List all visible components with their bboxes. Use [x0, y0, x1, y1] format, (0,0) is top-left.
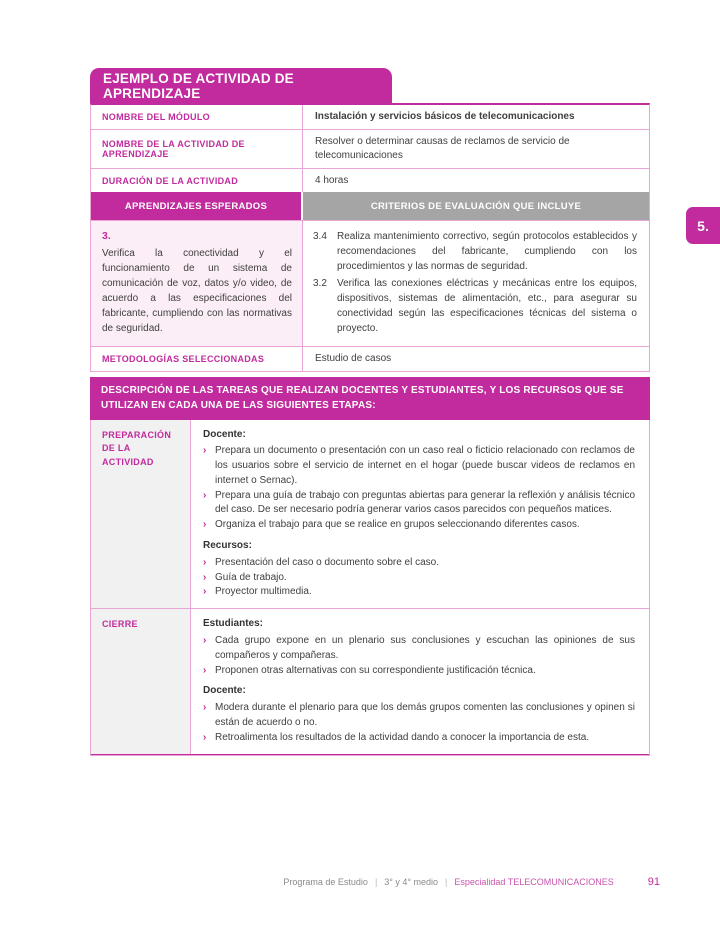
footer-separator: | — [374, 877, 378, 887]
criterion-number: 3.4 — [313, 231, 327, 242]
methodology-label: METODOLOGÍAS SELECCIONADAS — [91, 347, 303, 371]
bullet-item — [203, 518, 635, 533]
activity-info-table — [90, 103, 650, 372]
chapter-number: 5. — [697, 217, 709, 234]
activity-example-title: EJEMPLO DE ACTIVIDAD DE APRENDIZAJE — [103, 70, 294, 101]
stage-row — [91, 420, 649, 610]
criterion-item — [313, 229, 637, 274]
activity-example-header-tab — [90, 68, 392, 103]
tasks-description-band: DESCRIPCIÓN DE LAS TAREAS QUE REALIZAN DOCENTES Y ESTUDIANTES, Y LOS RECURSOS QUE SE UTILIZAN EN CADA UNA DE LAS SIGUIENTES ETAPAS: — [90, 377, 650, 420]
info-row-value: 4 horas — [315, 174, 349, 186]
bullet-item — [203, 489, 635, 519]
bullet-marker-icon: › — [203, 519, 207, 531]
evaluation-criteria-header: CRITERIOS DE EVALUACIÓN QUE INCLUYE — [303, 192, 649, 220]
bullet-text: Proponen otras alternativas con su correspondiente justificación técnica. — [215, 664, 536, 676]
info-row-label: DURACIÓN DE LA ACTIVIDAD — [91, 169, 303, 193]
bullet-item — [203, 556, 635, 571]
footer-separator: | — [445, 877, 448, 887]
bullet-item — [203, 444, 635, 488]
footer-program: Programa de Estudio — [283, 877, 368, 887]
chapter-side-tab — [686, 207, 720, 244]
bullet-item — [203, 664, 635, 679]
info-row — [91, 169, 649, 193]
bullet-marker-icon: › — [203, 556, 207, 568]
learning-objective-text: Verifica la conectividad y el funcionamiento de un sistema de comunicación de voz, datos y/o video, de acuerdo a las especificaciones del fabricante, cumpliendo con las normativas de seguridad. — [102, 247, 292, 334]
expected-learning-cell — [91, 221, 303, 346]
bullet-item — [203, 731, 635, 746]
stage-row — [91, 609, 649, 754]
expected-learning-header: APRENDIZAJES ESPERADOS — [91, 192, 303, 220]
methodology-value: Estudio de casos — [315, 353, 392, 364]
bullet-marker-icon: › — [203, 702, 207, 714]
bullet-marker-icon: › — [203, 635, 207, 647]
footer-grade: 3° y 4° medio — [384, 877, 439, 887]
stages-table — [90, 420, 650, 756]
bullet-marker-icon: › — [203, 586, 207, 598]
bullet-text: Prepara una guía de trabajo con preguntas abiertas para generar la reflexión y análisis técnico del caso. De ser necesario podría generar varios casos parecidos con pequeños matices. — [215, 489, 635, 516]
bullet-text: Guía de trabajo. — [215, 571, 287, 583]
bullet-marker-icon: › — [203, 731, 207, 743]
learning-content-row — [91, 221, 649, 347]
learning-headers-row — [91, 192, 649, 221]
info-row-value: Resolver o determinar causas de reclamos de servicio de telecomunicaciones — [315, 135, 570, 161]
stage-body — [191, 609, 649, 753]
bullet-text: Organiza el trabajo para que se realice en grupos seleccionando diferentes casos. — [215, 519, 580, 531]
bullet-text: Cada grupo expone en un plenario sus conclusiones y escuchan las opiniones de sus compañeros y compañeras. — [215, 635, 635, 661]
bullet-marker-icon: › — [203, 489, 207, 501]
info-row — [91, 105, 649, 130]
criterion-item — [313, 276, 637, 336]
page-content — [90, 68, 650, 756]
learning-objective-number: 3. — [102, 230, 111, 242]
bullet-item — [203, 701, 635, 731]
page-footer — [90, 876, 660, 888]
methodology-row — [91, 347, 649, 371]
info-row — [91, 130, 649, 169]
bullet-text: Prepara un documento o presentación con un caso real o ficticio relacionado con reclamos de los usuarios sobre el servicio de internet en el hogar (puede buscar videos de reclamos en internet o Sernac). — [215, 445, 635, 486]
bullet-text: Modera durante el plenario para que los demás grupos comenten las conclusiones y opinen si están de acuerdo o no. — [215, 702, 635, 729]
criterion-text: Verifica las conexiones eléctricas y mecánicas entre los equipos, dispositivos, sistemas de alimentación, etc., para asegurar su conectividad según las especificaciones técnicas del sistema o proyecto. — [337, 278, 637, 334]
footer-specialty: Especialidad TELECOMUNICACIONES — [454, 877, 614, 887]
bullet-text: Proyector multimedia. — [215, 586, 312, 598]
bullet-marker-icon: › — [203, 664, 207, 676]
bullet-item — [203, 571, 635, 586]
bullet-marker-icon: › — [203, 445, 207, 457]
bullet-item — [203, 634, 635, 664]
stage-body — [191, 420, 649, 609]
stage-section-title: Recursos: — [203, 540, 252, 552]
criterion-text: Realiza mantenimiento correctivo, según protocolos establecidos y recomendaciones del fabricante, cumpliendo con los procedimientos y las normas de seguridad. — [337, 231, 637, 272]
info-row-value: Instalación y servicios básicos de telecomunicaciones — [315, 111, 575, 122]
info-row-label: NOMBRE DE LA ACTIVIDAD DE APRENDIZAJE — [91, 130, 303, 168]
page-number: 91 — [647, 876, 660, 888]
bullet-item — [203, 585, 635, 600]
evaluation-criteria-cell — [303, 221, 649, 346]
stage-label: CIERRE — [91, 609, 191, 753]
stage-section-title: Docente: — [203, 428, 246, 440]
bullet-text: Presentación del caso o documento sobre el caso. — [215, 556, 440, 568]
stage-section-title: Docente: — [203, 685, 246, 697]
info-row-label: NOMBRE DEL MÓDULO — [91, 105, 303, 129]
stage-label: PREPARACIÓN DE LA ACTIVIDAD — [91, 420, 191, 609]
stage-section-title: Estudiantes: — [203, 618, 264, 630]
criterion-number: 3.2 — [313, 278, 327, 289]
info-rows — [91, 105, 649, 192]
bullet-marker-icon: › — [203, 571, 207, 583]
bullet-text: Retroalimenta los resultados de la actividad dando a conocer la importancia de esta. — [215, 731, 590, 743]
